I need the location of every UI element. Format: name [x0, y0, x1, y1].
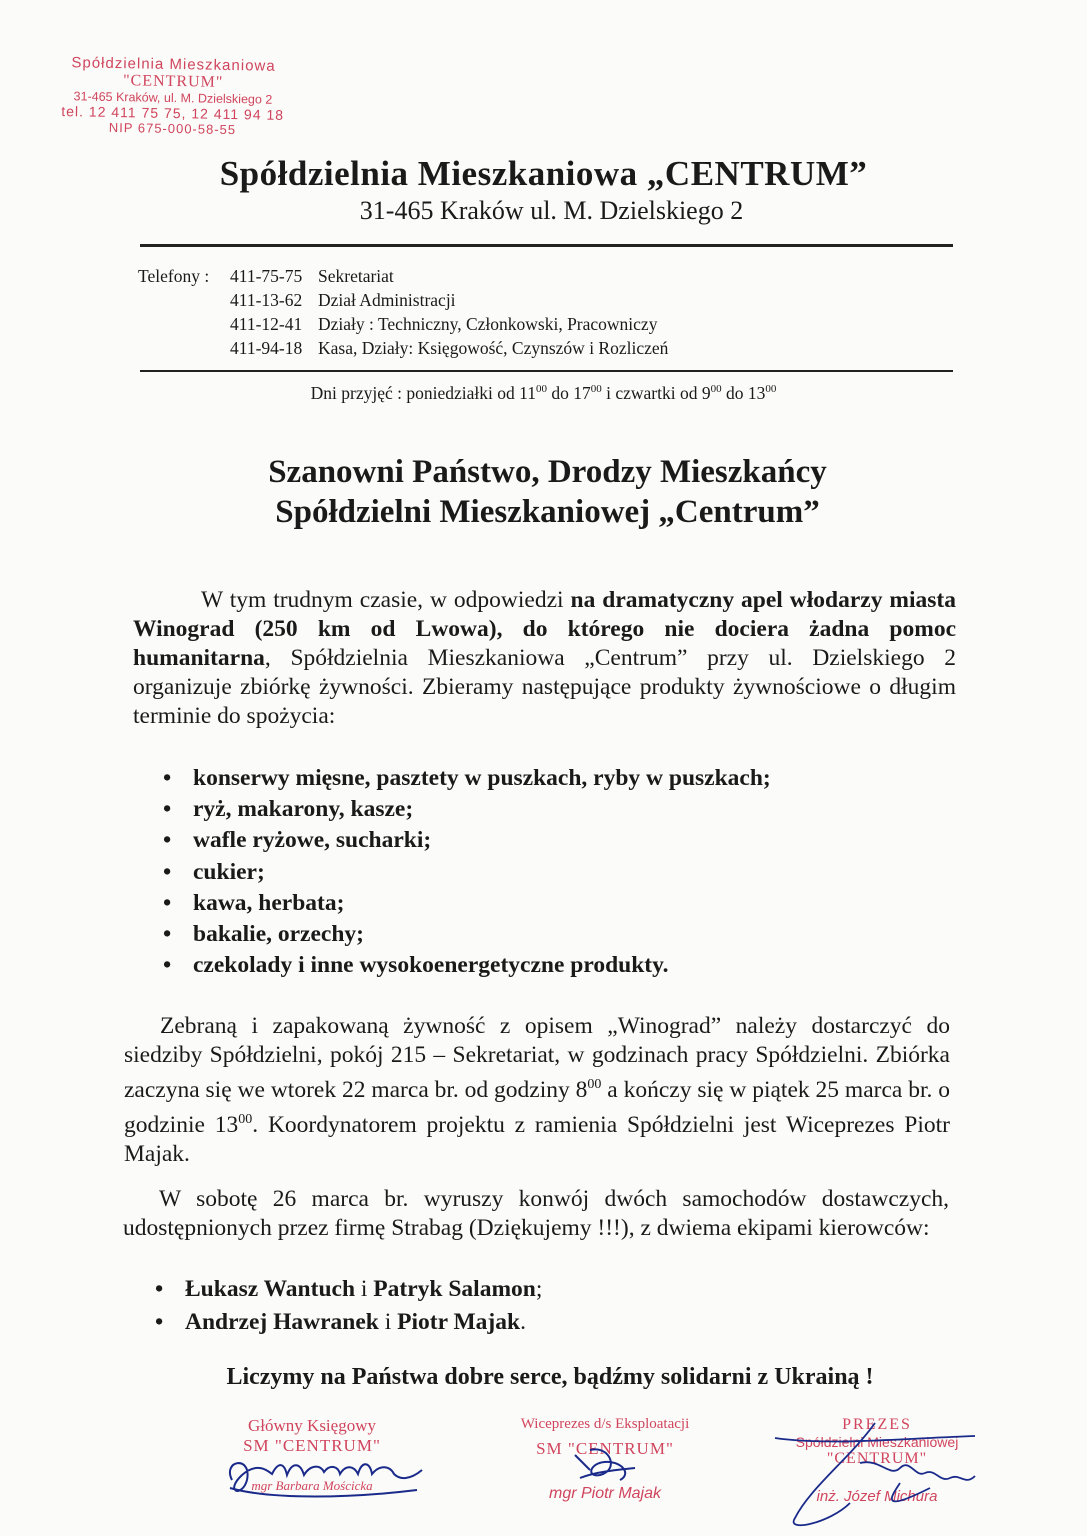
- list-item: • bakalie, orzechy;: [163, 919, 771, 950]
- phones-label: Telefony :: [138, 266, 210, 286]
- signature-org: SM "CENTRUM": [536, 1439, 674, 1458]
- list-item: • cukier;: [163, 857, 771, 888]
- phone-number: 411-13-62: [230, 290, 303, 310]
- phone-row: [138, 264, 668, 288]
- greeting-heading: [0, 452, 1087, 532]
- list-item: • kawa, herbata;: [163, 888, 771, 919]
- signature-org: Spółdzielni Mieszkaniowej: [795, 1434, 959, 1450]
- phone-row: [138, 336, 668, 360]
- phone-list: [138, 264, 668, 360]
- phone-description: Dział Administracji: [318, 290, 456, 310]
- signature-president: [762, 1416, 992, 1505]
- signature-name: mgr Piotr Majak: [548, 1485, 662, 1502]
- stamp-name: Spółdzielnia Mieszkaniowa: [71, 54, 276, 75]
- office-hours: Dni przyjęć : poniedziałki od $11^{00}$ do $17^{00}$ i czwartki od $9^{00}$ do $13^{00}$: [310, 383, 777, 403]
- list-item: • czekolady i inne wysokoenergetyczne produkty.: [163, 950, 771, 981]
- stamp-nip: NIP 675-000-58-55: [108, 119, 237, 138]
- list-item: • konserwy mięsne, pasztety w puszkach, ryby w puszkach;: [163, 763, 771, 794]
- stamp-phone: tel. 12 411 75 75, 12 411 94 18: [61, 103, 285, 123]
- signature-title: Wiceprezes d/s Eksploatacji: [520, 1416, 690, 1432]
- phones-divider: [140, 370, 953, 372]
- list-item: • Andrzej Hawranek i Piotr Majak.: [155, 1306, 542, 1339]
- phone-row: [138, 288, 668, 312]
- signature-accountant: [212, 1416, 412, 1494]
- company-stamp: [47, 54, 298, 138]
- phone-description: Działy : Techniczny, Członkowski, Pracowniczy: [318, 314, 658, 334]
- products-list: [163, 763, 771, 981]
- signature-title: PREZES: [842, 1416, 912, 1433]
- organization-name: Spółdzielnia Mieszkaniowa „CENTRUM”: [219, 154, 868, 193]
- convoy-paragraph: W sobotę 26 marca br. wyruszy konwój dwóch samochodów dostawczych, udostępnionych przez firmę Strabag (Dziękujemy !!!), z dwiema ekipami kierowców:: [123, 1186, 949, 1241]
- list-item: • ryż, makarony, kasze;: [163, 794, 771, 825]
- greeting-line-2: Spółdzielni Mieszkaniowej „Centrum”: [275, 494, 820, 530]
- phone-row: [138, 312, 668, 336]
- intro-paragraph: W tym trudnym czasie, w odpowiedzi na dramatyczny apel włodarzy miasta Winograd (250 km od Lwowa), do którego nie dociera żadna pomoc humanitarna, Spółdzielnia Mieszkaniowa „Centrum” przy ul. Dzielskiego 2 organizuje zbiórkę żywności. Zbieramy następujące produkty żywnościowe o długim terminie do spożycia:: [133, 587, 956, 729]
- signature-title: Główny Księgowy: [248, 1416, 376, 1435]
- signature-vice-president: [490, 1416, 720, 1503]
- signature-name: inż. Józef Michura: [816, 1488, 938, 1505]
- organization-address: 31-465 Kraków ul. M. Dzielskiego 2: [359, 196, 744, 225]
- phone-number: 411-75-75: [230, 266, 303, 286]
- phone-description: Kasa, Działy: Księgowość, Czynszów i Rozliczeń: [318, 338, 669, 358]
- greeting-line-1: Szanowni Państwo, Drodzy Mieszkańcy: [268, 454, 827, 490]
- signature-org: "CENTRUM": [826, 1450, 928, 1467]
- signature-org: SM "CENTRUM": [243, 1436, 381, 1455]
- stamp-address: 31-465 Kraków, ul. M. Dzielskiego 2: [73, 89, 273, 107]
- drivers-list: [155, 1273, 542, 1339]
- phone-number: 411-94-18: [230, 338, 303, 358]
- header-divider: [140, 244, 953, 247]
- signature-name: mgr Barbara Mościcka: [251, 1478, 373, 1493]
- phone-description: Sekretariat: [318, 266, 394, 286]
- stamp-brand: "CENTRUM": [122, 72, 224, 91]
- list-item: • Łukasz Wantuch i Patryk Salamon;: [155, 1273, 542, 1306]
- phone-number: 411-12-41: [230, 314, 303, 334]
- list-item: • wafle ryżowe, sucharki;: [163, 825, 771, 856]
- delivery-paragraph: Zebraną i zapakowaną żywność z opisem „Winograd” należy dostarczyć do siedziby Spółdzielni, pokój 215 – Sekretariat, w godzinach pracy Spółdzielni. Zbiórka zaczyna się we wtorek 22 marca br. od godziny $8^{00}$ a kończy się w piątek 25 marca br. o godzinie $13^{00}$. Koordynatorem projektu z ramienia Spółdzielni jest Wiceprezes Piotr Majak.: [124, 1013, 951, 1167]
- closing-line: Liczymy na Państwa dobre serce, bądźmy solidarni z Ukrainą !: [226, 1364, 874, 1390]
